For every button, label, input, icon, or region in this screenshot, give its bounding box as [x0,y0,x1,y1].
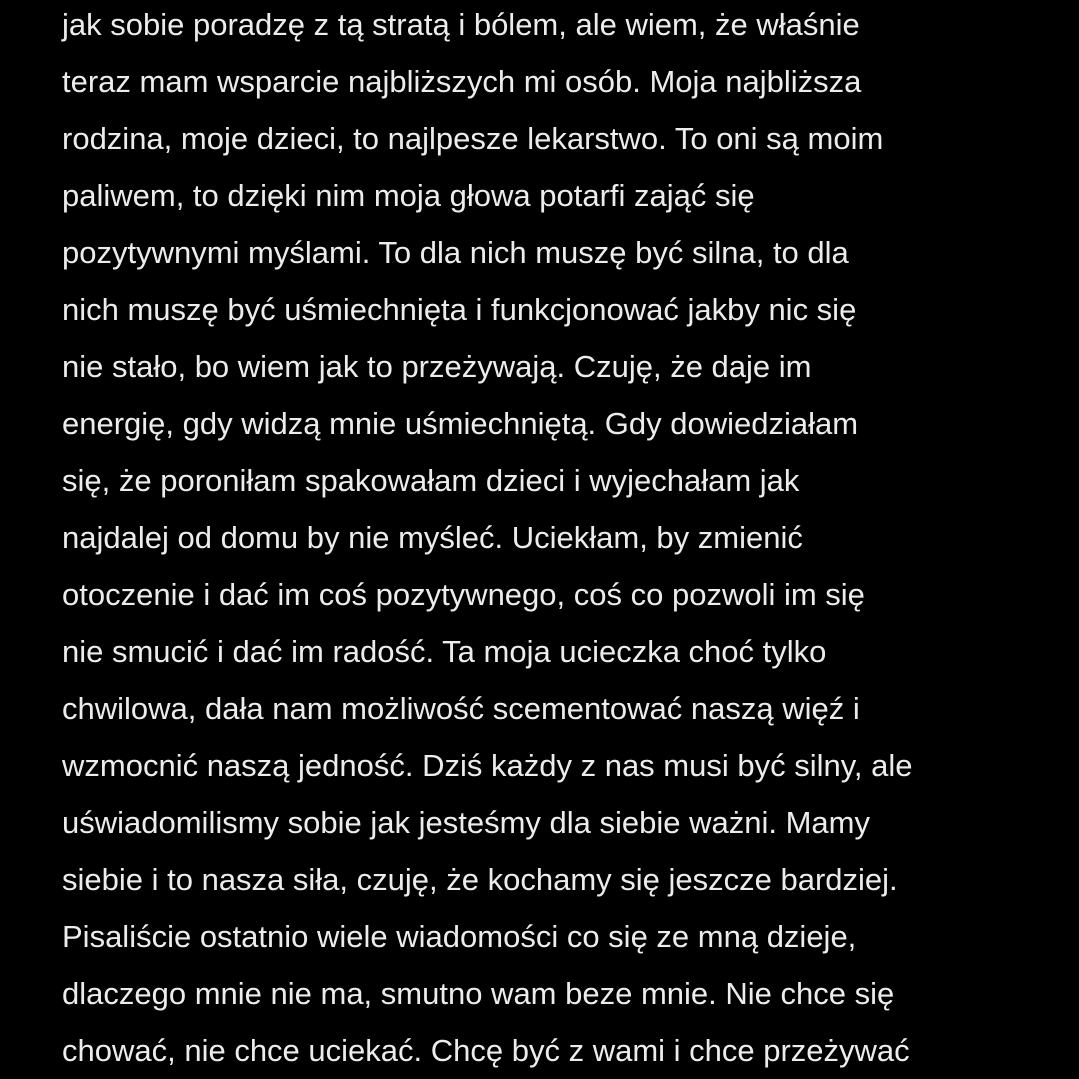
text-body [62,2,1072,1079]
text-line-4: paliwem, to dzięki nim moja głowa potarfi zająć się [62,178,755,213]
text-line-15: uświadomilismy sobie jak jesteśmy dla siebie ważni. Mamy [62,805,870,840]
text-line-11: otoczenie i dać im coś pozytywnego, coś co pozwoli im się [62,577,865,612]
text-line-18: dlaczego mnie nie ma, smutno wam beze mnie. Nie chce się [62,976,895,1011]
text-line-7: nie stało, bo wiem jak to przeżywają. Czuję, że daje im [62,349,812,384]
text-line-13: chwilowa, dała nam możliwość scementować naszą więź i [62,691,860,726]
text-line-2: teraz mam wsparcie najbliższych mi osób. Moja najbliższa [62,64,862,99]
text-line-17: Pisaliście ostatnio wiele wiadomości co się ze mną dzieje, [62,919,857,954]
text-line-1: jak sobie poradzę z tą stratą i bólem, ale wiem, że właśnie [62,7,860,42]
text-line-9: się, że poroniłam spakowałam dzieci i wyjechałam jak [62,463,800,498]
text-line-6: nich muszę być uśmiechnięta i funkcjonować jakby nic się [62,292,857,327]
text-line-10: najdalej od domu by nie myśleć. Uciekłam, by zmienić [62,520,803,555]
text-line-14: wzmocnić naszą jedność. Dziś każdy z nas musi być silny, ale [62,748,913,783]
text-line-8: energię, gdy widzą mnie uśmiechniętą. Gdy dowiedziałam [62,406,859,441]
text-line-19: chować, nie chce uciekać. Chcę być z wami i chce przeżywać [62,1033,910,1068]
text-line-12: nie smucić i dać im radość. Ta moja ucieczka choć tylko [62,634,827,669]
text-line-3: rodzina, moje dzieci, to najlpesze lekarstwo. To oni są moim [62,121,884,156]
text-line-16: siebie i to nasza siła, czuję, że kochamy się jeszcze bardziej. [62,862,898,897]
text-line-5: pozytywnymi myślami. To dla nich muszę być silna, to dla [62,235,849,270]
